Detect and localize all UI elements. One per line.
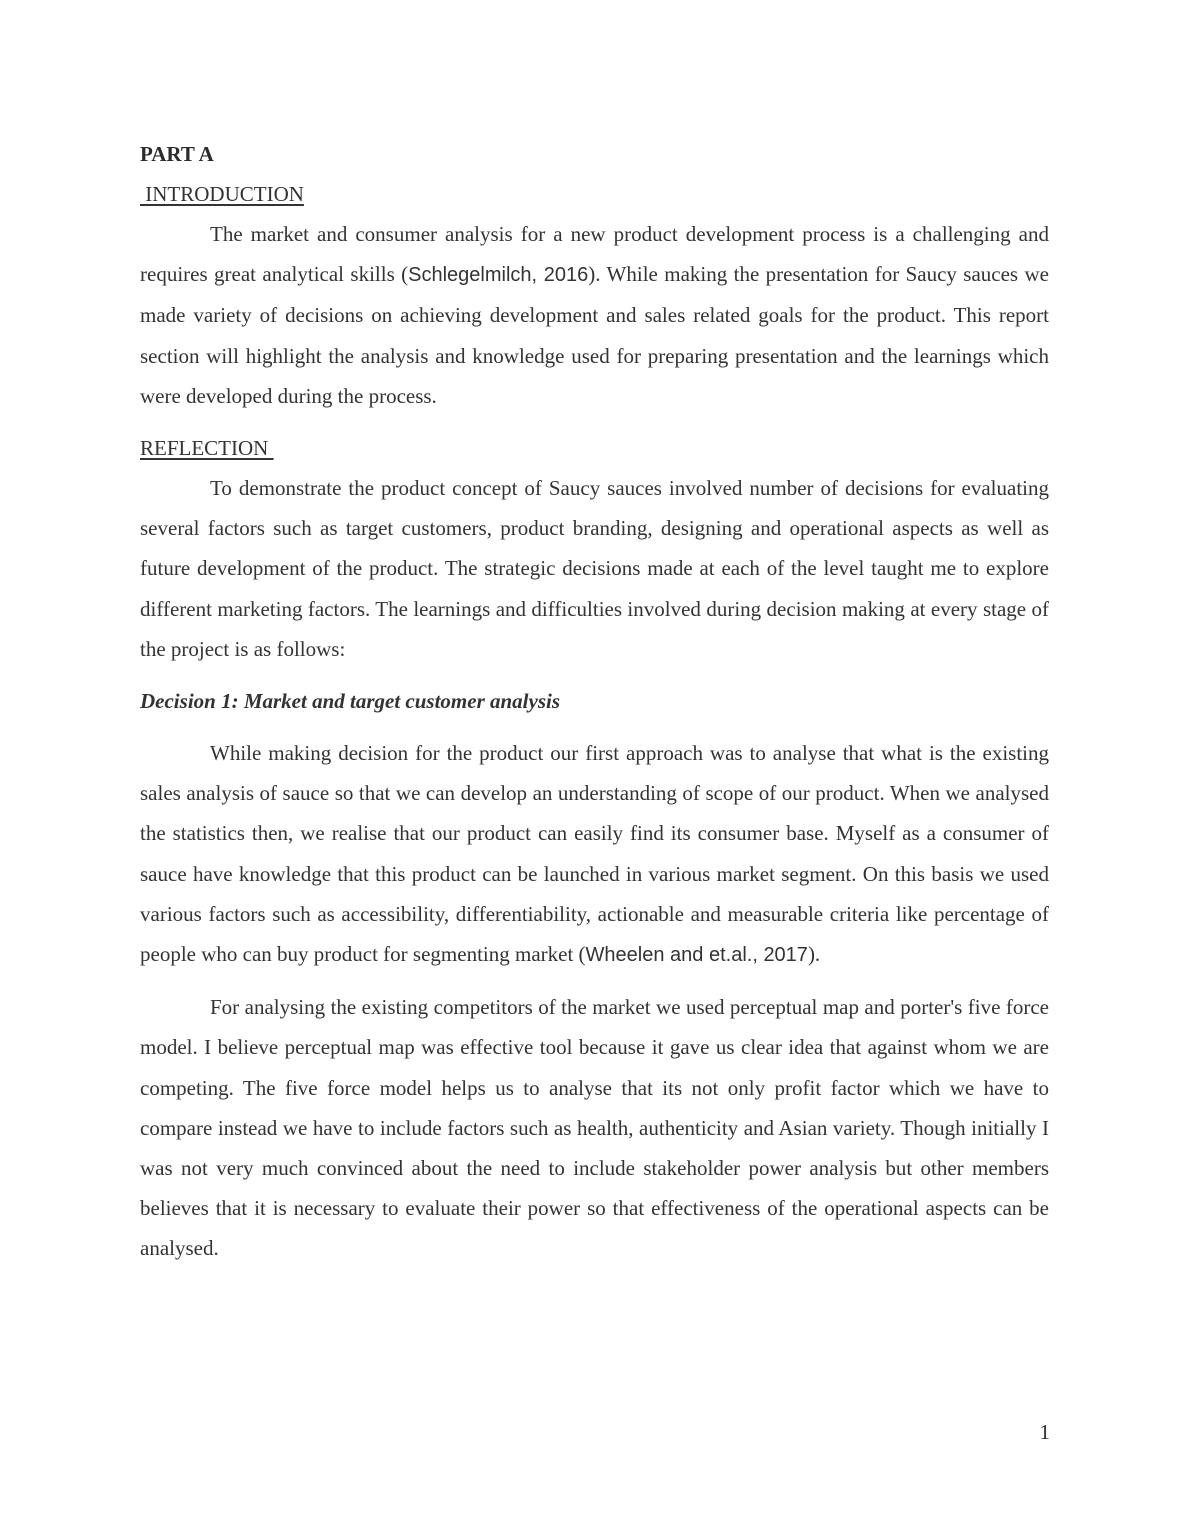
decision1-text-end: ). <box>807 942 821 967</box>
part-title: PART A <box>140 142 214 166</box>
decision1-citation: Wheelen and et.al., 2017 <box>585 944 808 967</box>
decision1-heading: Decision 1: Market and target customer analysis <box>140 689 561 714</box>
introduction-heading: INTRODUCTION <box>140 182 304 206</box>
decision1-paragraph-2: For analysing the existing competitors of the market we used perceptual map and porter's five force model. I believe perceptual map was effective tool because it gave us clear idea that against whom we are competing. The five force model helps us to analyse that its not only profit factor which we have to compare instead we have to include factors such as health, authenticity and Asian variety. Though initially I was not very much convinced about the need to include stakeholder power analysis but other members believes that it is necessary to evaluate their power so that effectiveness of the operational aspects can be analysed. <box>140 995 1049 1261</box>
introduction-text-end: ). While making the presentation for Saucy sauces we made variety of decisions on achieving development and sales related goals for the product. This report section will highlight the analysis and knowledge used for preparing presentation and the learnings which were developed during the process. <box>140 262 1049 408</box>
reflection-paragraph: To demonstrate the product concept of Saucy sauces involved number of decisions for evaluating several factors such as target customers, product branding, designing and operational aspects as well as future development of the product. The strategic decisions made at each of the level taught me to explore different marketing factors. The learnings and difficulties involved during decision making at every stage of the project is as follows: <box>140 476 1049 661</box>
decision1-text-start: While making decision for the product our first approach was to analyse that what is the existing sales analysis of sauce so that we can develop an understanding of scope of our product. When we analysed the statistics then, we realise that our product can easily find its consumer base. Myself as a consumer of sauce have knowledge that this product can be launched in various market segment. On this basis we used various factors such as accessibility, differentiability, actionable and measurable criteria like percentage of people who can buy product for segmenting market ( <box>140 741 1049 967</box>
decision1-paragraph-1 <box>140 733 1049 975</box>
reflection-heading: REFLECTION <box>140 436 274 461</box>
introduction-text-start: The market and consumer analysis for a new product development process is a challenging and requires great analytical skills ( <box>140 222 1049 287</box>
introduction-citation: Schlegelmilch, 2016 <box>408 264 589 287</box>
document-page <box>140 140 1049 1269</box>
introduction-paragraph <box>140 214 1049 416</box>
page-number: 1 <box>1039 1420 1050 1444</box>
